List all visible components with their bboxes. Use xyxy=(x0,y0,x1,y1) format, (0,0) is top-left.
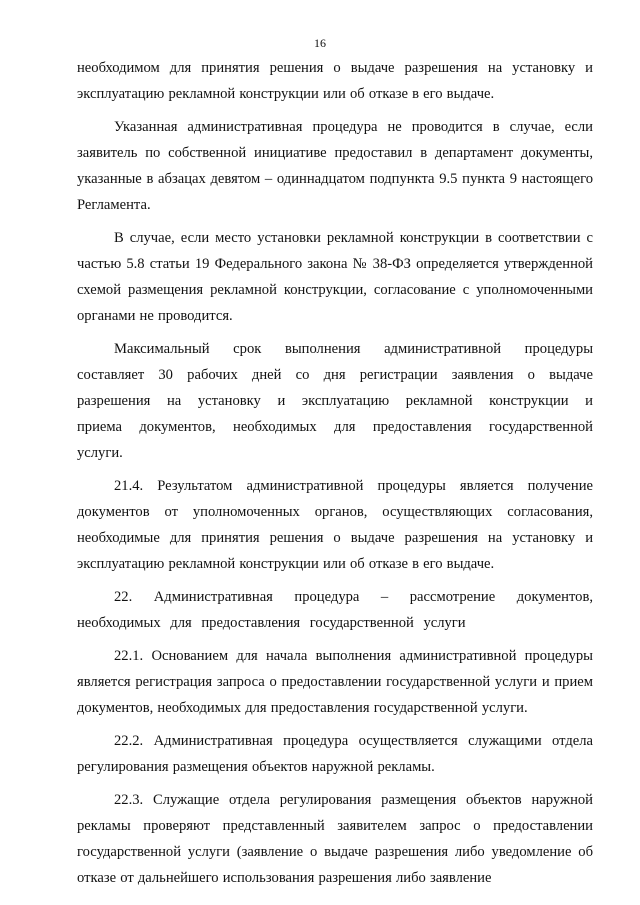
page-number: 16 xyxy=(314,36,326,50)
paragraph-22-1: 22.1. Основанием для начала выполнения административной процедуры является регистрация запроса о предоставлении государственной услуги и прием документов, необходимых для предоставления государственной услуги. xyxy=(77,648,593,716)
paragraph-continuation: необходимом для принятия решения о выдаче разрешения на установку и эксплуатацию рекламной конструкции или об отказе в его выдаче. xyxy=(77,60,593,102)
paragraph-22-2: 22.2. Административная процедура осуществляется служащими отдела регулирования размещения объектов наружной рекламы. xyxy=(77,733,593,775)
paragraph-procedure-exception: Указанная административная процедура не проводится в случае, если заявитель по собственной инициативе предоставил в департамент документы, указанные в абзацах девятом – одиннадцатом подпункта 9.5 пункта 9 настоящего Регламента. xyxy=(77,119,593,213)
paragraph-22-3: 22.3. Служащие отдела регулирования размещения объектов наружной рекламы проверяют представленный заявителем запрос о предоставлении государственной услуги (заявление о выдаче разрешения либо уведомление об отказе от дальнейшего использования разрешения либо заявление xyxy=(77,792,593,886)
document-body xyxy=(77,55,593,898)
paragraph-maximum-term: Максимальный срок выполнения административной процедуры составляет 30 рабочих дней со дня регистрации заявления о выдаче разрешения на установку и эксплуатацию рекламной конструкции и приема документов, необходимых для предоставления государственной услуги. xyxy=(77,341,593,461)
paragraph-22-heading: 22. Административная процедура – рассмотрение документов, необходимых для предоставления государственной услуги xyxy=(77,589,593,631)
paragraph-placement-scheme: В случае, если место установки рекламной конструкции в соответствии с частью 5.8 статьи 19 Федерального закона № 38-ФЗ определяется утвержденной схемой размещения рекламной конструкции, согласование с уполномоченными органами не проводится. xyxy=(77,230,593,324)
paragraph-21-4: 21.4. Результатом административной процедуры является получение документов от уполномоченных органов, осуществляющих согласования, необходимые для принятия решения о выдаче разрешения на установку и эксплуатацию рекламной конструкции или об отказе в его выдаче. xyxy=(77,478,593,572)
